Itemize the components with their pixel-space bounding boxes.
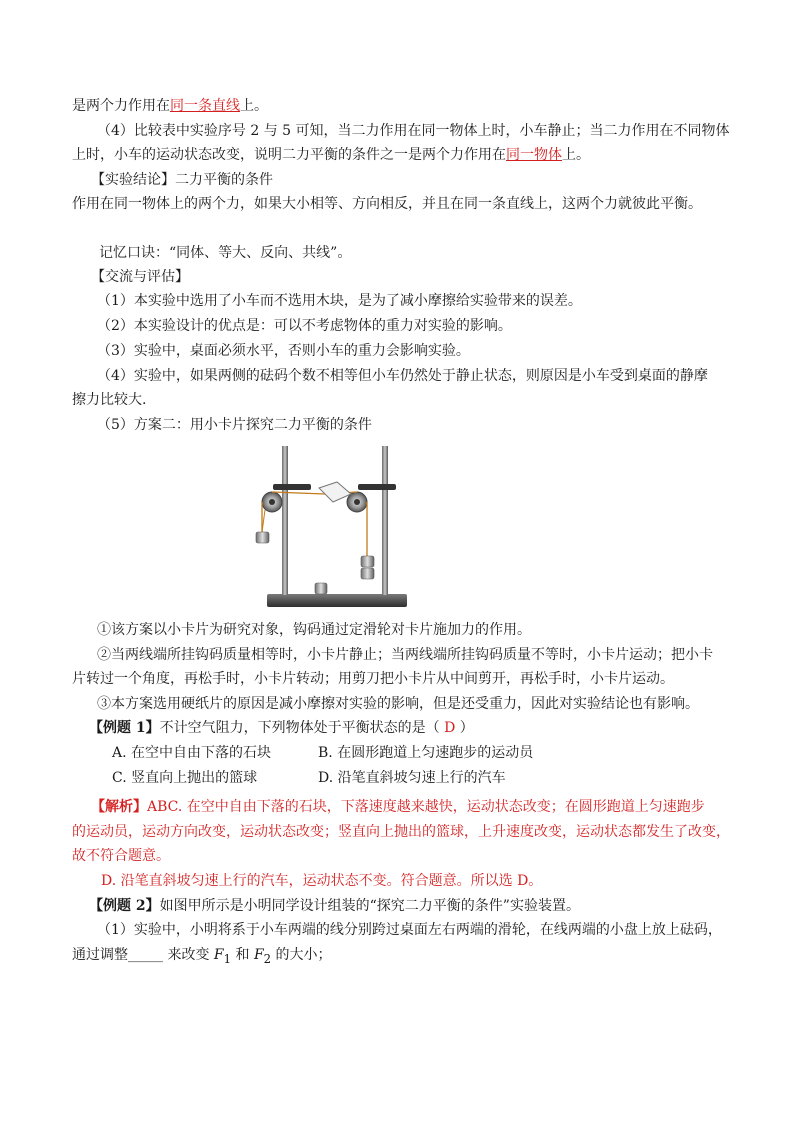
text-line: （4）比较表中实验序号 2 与 5 可知，当二力作用在同一物体上时，小车静止；当二力作用在不同物体	[97, 123, 730, 139]
stand-base	[267, 594, 407, 607]
example-2-question: 【例题 2】如图甲所示是小明同学设计组装的“探究二力平衡的条件”实验装置。	[89, 898, 580, 914]
left-stand-rod	[282, 446, 288, 595]
spare-weight	[315, 583, 327, 594]
option-c: C. 竖直向上抛出的篮球	[112, 770, 258, 786]
answer-blank: _____	[128, 947, 163, 963]
text-line: （2）本实验设计的优点是：可以不考虑物体的重力对实验的影响。	[97, 318, 512, 334]
right-stand-rod	[382, 446, 388, 595]
option-b: B. 在圆形跑道上匀速跑步的运动员	[318, 745, 534, 761]
text-line: （1）本实验中选用了小车而不选用木块，是为了减小摩擦给实验带来的误差。	[97, 293, 582, 309]
example-tag: 【例题 2】	[89, 898, 160, 914]
small-card	[319, 482, 351, 502]
text-line: （4）实验中，如果两侧的砝码个数不相等但小车仍然处于静止状态，则原因是小车受到桌面的静摩	[97, 368, 708, 384]
explanation-line: 【解析】ABC. 在空中自由下落的石块，下落速度越来越快，运动状态改变；在圆形跑道上匀速跑步	[91, 799, 705, 815]
text-line: （3）实验中，桌面必须水平，否则小车的重力会影响实验。	[97, 343, 470, 359]
option-a: A. 在空中自由下落的石块	[112, 745, 272, 761]
explanation-line: 的运动员，运动方向改变，运动状态改变；竖直向上抛出的篮球，上升速度改变，运动状态都发生了改变，	[72, 824, 730, 840]
answer-underline: 同一条直线	[170, 98, 240, 114]
left-hook-weight	[256, 532, 269, 543]
text-line: 擦力比较大.	[72, 392, 147, 408]
text-line: 上时，小车的运动状态改变，说明二力平衡的条件之一是两个力作用在同一物体上。	[72, 147, 590, 163]
right-hook-weight	[361, 556, 374, 567]
section-heading: 【交流与评估】	[91, 269, 189, 285]
example-tag: 【例题 1】	[89, 720, 160, 736]
text-line: 通过调整_____ 来改变 $F_1$ 和 $F_2$ 的大小；	[72, 947, 332, 966]
explanation-line: 故不符合题意。	[72, 848, 170, 864]
text-line: 片转过一个角度，再松手时，小卡片转动；用剪刀把小卡片从中间剪开，再松手时，小卡片运动。	[72, 671, 674, 687]
text-line: （5）方案二：用小卡片探究二力平衡的条件	[97, 417, 372, 433]
text-line: （1）实验中，小明将系于小车两端的线分别跨过桌面左右两端的滑轮，在线两端的小盘上放上砝码，	[97, 922, 722, 938]
text-line: 是两个力作用在同一条直线上。	[72, 98, 268, 114]
text-line: ③本方案选用硬纸片的原因是减小摩擦对实验的影响，但是还受重力，因此对实验结论也有影响。	[97, 696, 699, 712]
explanation-tag: 【解析】	[91, 799, 147, 815]
section-heading: 【实验结论】二力平衡的条件	[91, 172, 273, 188]
example-1-question: 【例题 1】不计空气阻力，下列物体处于平衡状态的是（ D ）	[89, 720, 474, 736]
explanation-line: D. 沿笔直斜坡匀速上行的汽车，运动状态不变。符合题意。所以选 D。	[101, 873, 543, 889]
example-answer: D	[439, 720, 460, 736]
text-line: ①该方案以小卡片为研究对象，钩码通过定滑轮对卡片施加力的作用。	[97, 622, 531, 638]
left-clamp	[273, 484, 311, 490]
answer-underline: 同一物体	[506, 147, 562, 163]
pulley-apparatus-figure	[255, 444, 420, 612]
text-line: 作用在同一物体上的两个力，如果大小相等、方向相反，并且在同一条直线上，这两个力就彼此平衡。	[72, 196, 702, 212]
text-line: 记忆口诀：“同体、等大、反向、共线”。	[99, 245, 352, 261]
option-d: D. 沿笔直斜坡匀速上行的汽车	[318, 770, 506, 786]
right-clamp	[358, 484, 396, 490]
text-line: ②当两线端所挂钩码质量相等时，小卡片静止；当两线端所挂钩码质量不等时，小卡片运动；把小卡	[97, 647, 713, 663]
